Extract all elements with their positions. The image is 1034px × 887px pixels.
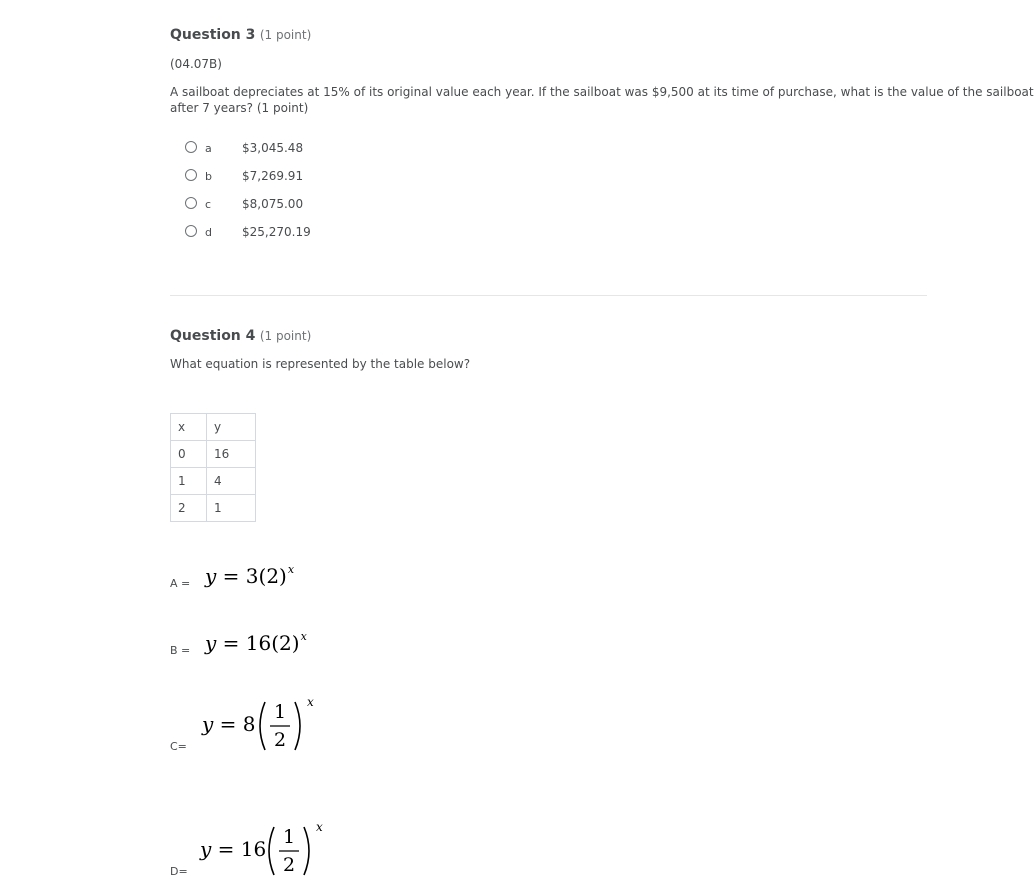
answer-c-eq: = [219,712,237,736]
left-paren [269,827,274,875]
option-d-value: $25,270.19 [242,225,311,239]
option-b-radio[interactable] [185,169,197,181]
option-c-letter: c [205,198,212,211]
answer-a-label: A = [170,577,191,590]
question-3-title: Question 3 [170,27,256,43]
right-paren [304,827,309,875]
fraction-denominator: 2 [273,729,287,751]
table-cell: 1 [171,468,207,495]
table-row [171,495,256,522]
answer-d-exponent: x [316,820,323,834]
table-header-x: x [171,414,207,441]
answer-c-label: C= [170,740,187,753]
answer-d-lhs-group [200,837,266,861]
answer-c-lhs-group [202,712,256,736]
option-c-radio[interactable] [185,197,197,209]
fraction-numerator: 1 [282,826,296,848]
table-cell: 0 [171,441,207,468]
table-header-row [171,414,256,441]
answer-d-fraction [262,821,332,881]
answer-d-coef: 16 [240,837,267,861]
table-header-y: y [207,414,256,441]
answer-d-eq: = [217,837,235,861]
answer-a-exponent: x [287,563,295,576]
question-4-prompt: What equation is represented by the table below? [170,357,471,371]
option-a-radio[interactable] [185,141,197,153]
question-3-code: (04.07B) [170,57,222,71]
option-d-letter: d [205,226,212,239]
question-3-points: (1 point) [259,28,312,42]
answer-c-coef: 8 [242,712,256,736]
option-a-value: $3,045.48 [242,141,304,155]
answer-a-lhs: y [205,564,217,588]
option-a-letter: a [205,142,212,155]
left-paren [260,702,265,750]
xy-table [170,413,256,522]
answer-a-eq: = [222,564,240,588]
table-cell: 2 [171,495,207,522]
question-4-points: (1 point) [259,329,312,343]
option-c-value: $8,075.00 [242,197,304,211]
answer-c-lhs: y [202,712,214,736]
table-row [171,468,256,495]
table-cell: 4 [207,468,256,495]
answer-b-equation [205,631,307,655]
answer-c-exponent: x [307,695,314,709]
right-paren [295,702,300,750]
answer-c-fraction [253,696,323,756]
option-b-letter: b [205,170,212,183]
option-b-value: $7,269.91 [242,169,304,183]
answer-d-label: D= [170,865,188,878]
table-cell: 1 [207,495,256,522]
answer-a-base: 3(2) [245,564,287,588]
answer-b-base: 16(2) [245,631,300,655]
fraction-denominator: 2 [282,854,296,876]
question-3-prompt-line-2: after 7 years? (1 point) [170,101,309,115]
table-row [171,441,256,468]
answer-a-equation [205,564,294,588]
answer-b-label: B = [170,644,191,657]
answer-b-eq: = [222,631,240,655]
question-divider [170,295,927,296]
fraction-numerator: 1 [273,701,287,723]
option-d-radio[interactable] [185,225,197,237]
table-cell: 16 [207,441,256,468]
answer-d-lhs: y [200,837,212,861]
question-4-heading [170,328,311,344]
question-3-heading [170,27,311,43]
question-4-title: Question 4 [170,328,256,344]
answer-b-exponent: x [300,630,307,643]
question-3-prompt-line-1: A sailboat depreciates at 15% of its original value each year. If the sailboat was $9,500 at its time of purchase, what is the value of the sailboat [170,85,1034,99]
answer-b-lhs: y [205,631,217,655]
